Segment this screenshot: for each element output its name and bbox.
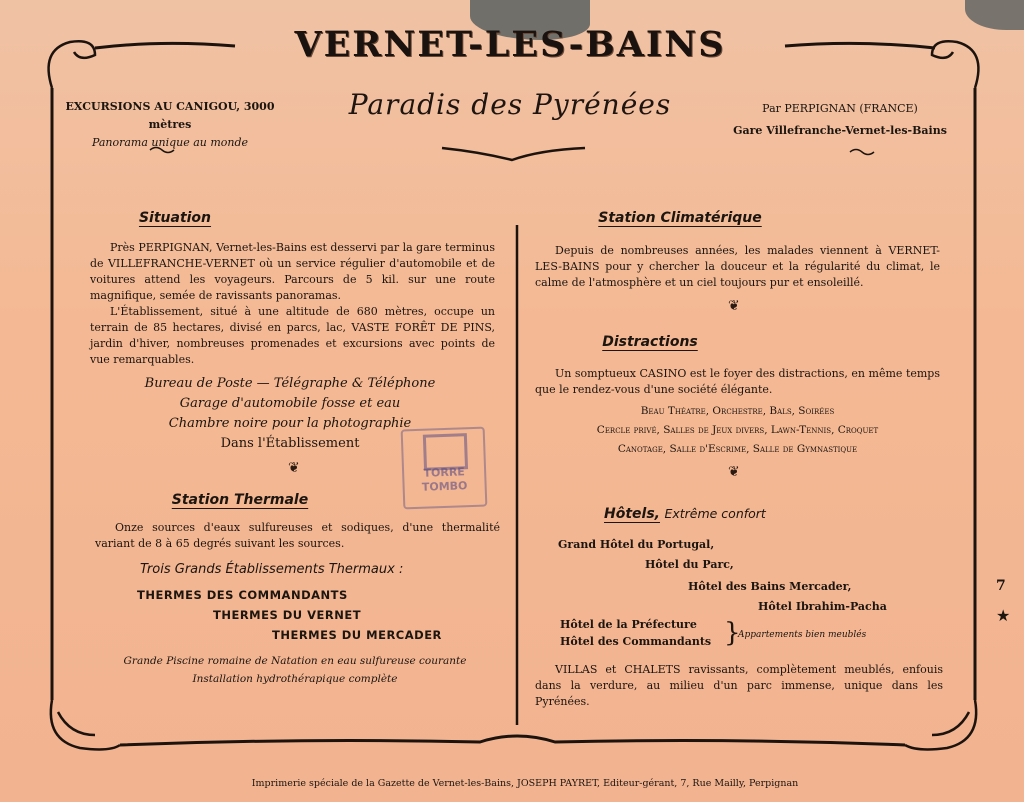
service-line: Chambre noire pour la photographie <box>168 416 412 431</box>
hotels-title: Hôtels, <box>604 506 660 522</box>
hotel-commandants: Hôtel des Commandants <box>560 635 712 648</box>
distraction-line: Canotage, Salle d'Escrime, Salle de Gymnastique <box>617 443 858 455</box>
situation-paragraph-2: L'Établissement, situé à une altitude de 680 mètres, occupe un terrain de 85 hectares, divisé en parcs, lac, VASTE FORÊT DE PINS, jardin d'hiver, nombreuses promenades et excursions avec points de vue remarquables. <box>90 305 495 366</box>
hotel-ibrahim-pacha: Hôtel Ibrahim-Pacha <box>758 600 887 613</box>
flower-ornament-icon: ❦ <box>728 298 740 314</box>
printer-footer: Imprimerie spéciale de la Gazette de Vernet-les-Bains, JOSEPH PAYRET, Editeur-gérant, 7, Rue Mailly, Perpignan <box>251 778 799 789</box>
climaterique-paragraph: Depuis de nombreuses années, les malades viennent à VERNET-LES-BAINS pour y chercher la douceur et la régularité du climat, le calme de l'atmosphère et un ciel toujours pur et ensoleillé. <box>535 244 940 289</box>
distraction-line: Beau Théatre, Orchestre, Bals, Soirées <box>640 405 835 417</box>
excursions-line: EXCURSIONS AU CANIGOU, 3000 mètres <box>65 100 275 131</box>
thermale-notes <box>90 652 500 688</box>
villas-paragraph: VILLAS et CHALETS ravissants, complètement meublés, enfouis dans la verdure, au milieu d'un parc immense, unique dans les Pyrénées. <box>535 663 943 708</box>
ink-stamp: TORRE TOMBO <box>401 427 488 510</box>
thermes-commandants: THERMES DES COMMANDANTS <box>137 588 348 602</box>
service-line: Garage d'automobile fosse et eau <box>179 396 401 411</box>
masthead-title: VERNET-LES-BAINS <box>294 24 726 65</box>
flower-ornament-icon: ❦ <box>728 464 740 480</box>
piscine-note: Grande Piscine romaine de Natation en eau sulfureuse courante <box>123 655 467 667</box>
distractions-title: Distractions <box>602 334 698 350</box>
hydro-note: Installation hydrothérapique complète <box>192 673 398 685</box>
left-header <box>60 98 280 152</box>
hotel-bains-mercader: Hôtel des Bains Mercader, <box>688 580 852 593</box>
situation-title: Situation <box>138 210 212 226</box>
trois-etablissements: Trois Grands Établissements Thermaux : <box>140 562 404 577</box>
brace-icon: } <box>724 618 741 648</box>
thermes-mercader: THERMES DU MERCADER <box>272 628 442 642</box>
service-line: Bureau de Poste — Télégraphe & Téléphone <box>144 376 436 391</box>
service-line: Dans l'Établissement <box>220 436 360 451</box>
station-thermale-title: Station Thermale <box>171 492 309 508</box>
star-icon: ★ <box>996 606 1011 625</box>
gare-line: Gare Villefranche-Vernet-les-Bains <box>733 124 947 137</box>
station-climaterique-title: Station Climatérique <box>598 210 762 226</box>
hotel-portugal: Grand Hôtel du Portugal, <box>558 538 715 551</box>
distractions-lines <box>535 402 940 459</box>
apartments-note: Appartements bien meublés <box>738 630 867 640</box>
thermes-vernet: THERMES DU VERNET <box>213 608 362 622</box>
thermale-paragraph: Onze sources d'eaux sulfureuses et sodiques, d'une thermalité variant de 8 à 65 degrés suivant les sources. <box>95 521 500 550</box>
subtitle: Paradis des Pyrénées <box>348 88 672 121</box>
hotels-subtitle: Extrême confort <box>664 506 766 521</box>
perpignan-line: Par PERPIGNAN (FRANCE) <box>762 102 918 115</box>
hotel-prefecture: Hôtel de la Préfecture <box>560 618 697 631</box>
distraction-line: Cercle privé, Salles de Jeux divers, Lawn-Tennis, Croquet <box>596 424 879 436</box>
situation-paragraph-1: Près PERPIGNAN, Vernet-les-Bains est desservi par la gare terminus de VILLEFRANCHE-VERNET où un service régulier d'automobile et de voitures attend les voyageurs. Parcours de 5 kil. sur une route magnifique, semée de ravissants panoramas. <box>90 241 495 302</box>
hotels-heading <box>604 506 804 522</box>
panorama-line: Panorama unique au monde <box>91 136 249 149</box>
right-header <box>720 98 960 142</box>
distractions-paragraph: Un somptueux CASINO est le foyer des distractions, en même temps que le rendez-vous d'une société élégante. <box>535 367 940 396</box>
flower-ornament-icon: ❦ <box>288 460 300 476</box>
hotel-parc: Hôtel du Parc, <box>645 558 734 571</box>
margin-number: 7 <box>996 578 1006 594</box>
